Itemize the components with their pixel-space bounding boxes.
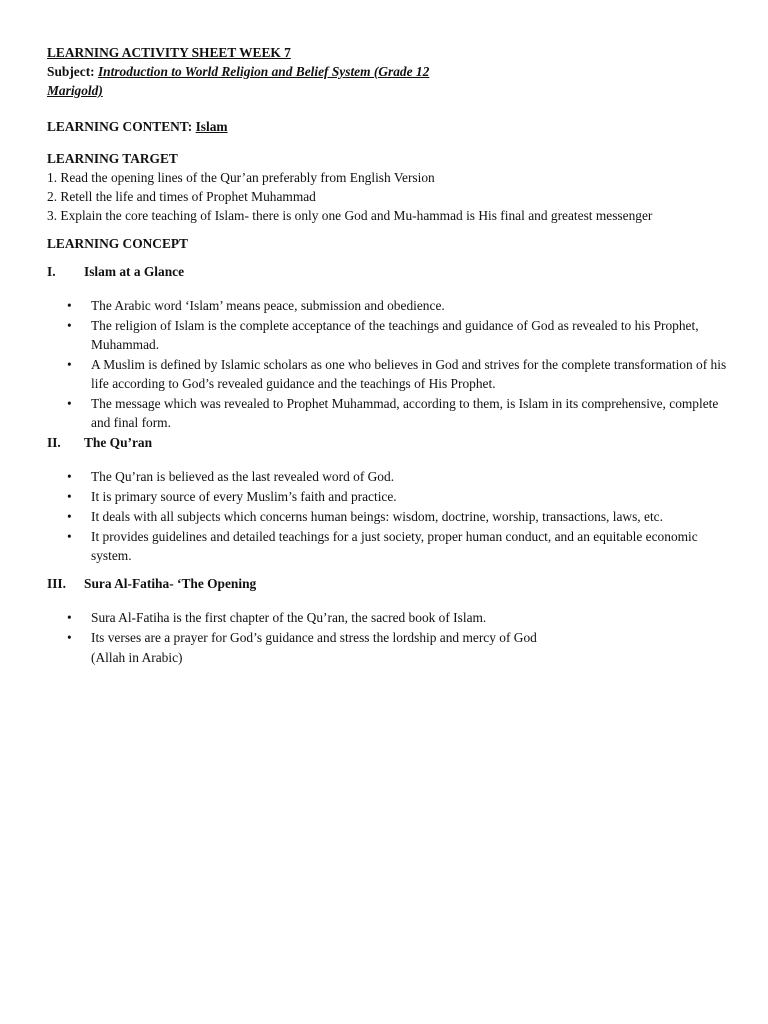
sheet-title: LEARNING ACTIVITY SHEET WEEK 7 bbox=[47, 45, 291, 60]
bullet-icon: • bbox=[67, 298, 72, 313]
learning-content-topic: Islam bbox=[195, 119, 228, 134]
section-title: Sura Al-Fatiha- ‘The Opening bbox=[84, 576, 257, 591]
list-item bbox=[47, 355, 737, 393]
subject-line bbox=[47, 62, 737, 81]
section-number: I. bbox=[47, 264, 56, 279]
bullet-icon: • bbox=[67, 357, 72, 372]
list-item bbox=[47, 296, 737, 315]
bullet-icon: • bbox=[67, 396, 72, 411]
list-continuation: (Allah in Arabic) bbox=[91, 650, 183, 665]
subject-text-line2: Marigold) bbox=[47, 83, 103, 98]
list-item-text: The Qu’ran is believed as the last revealed word of God. bbox=[91, 469, 395, 484]
bullet-icon: • bbox=[67, 610, 72, 625]
section-title: Islam at a Glance bbox=[84, 264, 185, 279]
list-item-text: The Arabic word ‘Islam’ means peace, submission and obedience. bbox=[91, 298, 445, 313]
list-item bbox=[47, 608, 737, 627]
list-item-text: A Muslim is defined by Islamic scholars as one who believes in God and strives for the complete transformation of his life according to God’s revealed guidance and the teachings of His Prophet. bbox=[91, 357, 727, 391]
section-number: III. bbox=[47, 576, 66, 591]
section-bullets bbox=[47, 608, 737, 647]
section-heading bbox=[47, 262, 737, 281]
subject-text-line1: Introduction to World Religion and Belief System (Grade 12 bbox=[97, 64, 430, 79]
learning-content bbox=[47, 117, 737, 136]
target-item: 2. Retell the life and times of Prophet Muhammad bbox=[47, 189, 316, 204]
list-item-text: Its verses are a prayer for God’s guidance and stress the lordship and mercy of God bbox=[91, 630, 537, 645]
learning-target-list bbox=[47, 168, 737, 225]
target-item: 1. Read the opening lines of the Qur’an preferably from English Version bbox=[47, 170, 435, 185]
bullet-icon: • bbox=[67, 489, 72, 504]
learning-content-label: LEARNING CONTENT: bbox=[47, 119, 193, 134]
target-item: 3. Explain the core teaching of Islam- there is only one God and Mu-hammad is His final and greatest messenger bbox=[47, 208, 653, 223]
worksheet-page bbox=[47, 43, 737, 667]
list-item-text: It is primary source of every Muslim’s faith and practice. bbox=[91, 489, 397, 504]
section-bullets bbox=[47, 296, 737, 432]
list-item-text: It provides guidelines and detailed teachings for a just society, proper human conduct, and an equitable economic system. bbox=[91, 529, 698, 563]
list-item bbox=[47, 316, 737, 354]
section-heading bbox=[47, 433, 737, 452]
bullet-icon: • bbox=[67, 630, 72, 645]
list-item-text: The message which was revealed to Prophet Muhammad, according to them, is Islam in its comprehensive, complete and final form. bbox=[91, 396, 719, 430]
list-item bbox=[47, 487, 737, 506]
section-heading bbox=[47, 574, 737, 593]
list-item-text: It deals with all subjects which concerns human beings: wisdom, doctrine, worship, transactions, laws, etc. bbox=[91, 509, 663, 524]
list-item bbox=[47, 628, 737, 647]
section-bullets bbox=[47, 467, 737, 565]
section-title: The Qu’ran bbox=[84, 435, 153, 450]
bullet-icon: • bbox=[67, 529, 72, 544]
bullet-icon: • bbox=[67, 318, 72, 333]
bullet-icon: • bbox=[67, 509, 72, 524]
list-item bbox=[47, 467, 737, 486]
list-item bbox=[47, 527, 737, 565]
subject-label: Subject: bbox=[47, 64, 95, 79]
section-number: II. bbox=[47, 435, 61, 450]
list-item bbox=[47, 394, 737, 432]
bullet-icon: • bbox=[67, 469, 72, 484]
list-item-text: Sura Al-Fatiha is the first chapter of the Qu’ran, the sacred book of Islam. bbox=[91, 610, 487, 625]
list-item-text: The religion of Islam is the complete acceptance of the teachings and guidance of God as revealed to his Prophet, Muhammad. bbox=[91, 318, 699, 352]
list-item bbox=[47, 507, 737, 526]
learning-target-heading: LEARNING TARGET bbox=[47, 151, 178, 166]
learning-concept-heading: LEARNING CONCEPT bbox=[47, 236, 188, 251]
